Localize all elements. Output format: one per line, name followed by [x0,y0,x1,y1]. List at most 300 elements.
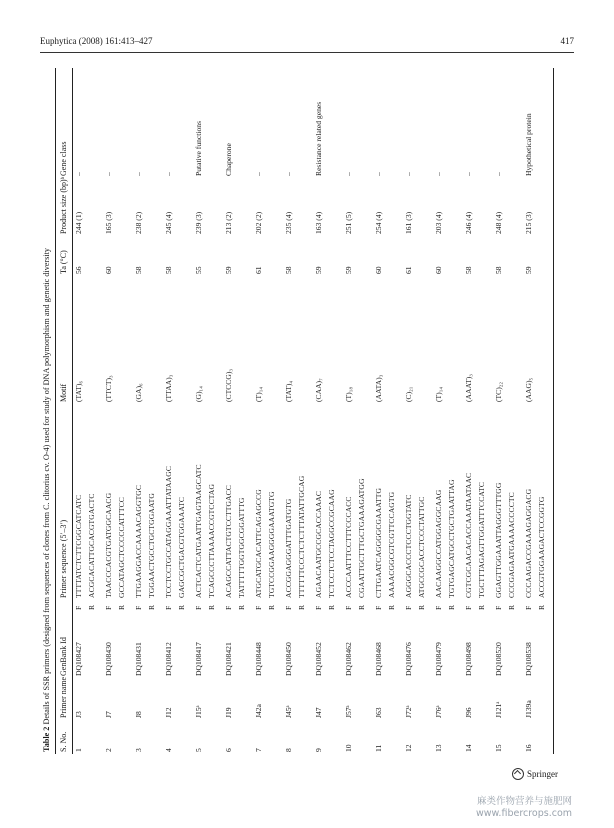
cell-primer-sequence-reverse: TCTCCTCTCCTAGGCCGCAAG [326,489,336,598]
cell-ta-value: 59 [524,266,533,274]
cell-motif-value: (AATA)₃ [374,374,383,402]
cell-genbank-id [493,610,523,676]
cell-motif [253,274,283,402]
cell-gene-class-value: – [284,172,293,176]
cell-direction [403,598,433,610]
table-row [343,66,373,756]
cell-ta [313,234,343,274]
cell-sno [343,718,373,756]
cell-primer-sequence-reverse: ACCGTGGAAGACTCCGGTG [536,496,546,598]
cell-product-size-value: 246 (4) [464,211,473,234]
cell-sno-value: 9 [314,748,323,752]
col-sno: S. No. [59,731,68,752]
table-row [493,66,523,756]
cell-gene-class-value: – [464,172,473,176]
cell-motif-value: (T)₁₄ [434,387,443,402]
cell-primer-sequence-reverse: CGAATTGCTTTGCTGAAAGATGG [356,478,366,598]
cell-product-size [313,176,343,234]
cell-gene-class [433,96,463,176]
cell-sno [493,718,523,756]
direction-reverse: R [206,604,216,610]
cell-sno-value: 6 [224,748,233,752]
cell-product-size-value: 202 (2) [254,211,263,234]
cell-genbank-id-value: DQ108476 [404,642,413,676]
cell-primer-sequence-reverse: GAGCGCTGACGTGGAAATC [176,496,186,598]
cell-product-size [163,176,193,234]
table-row [163,66,193,756]
cell-ta-value: 55 [194,266,203,274]
cell-primer-sequence [373,402,403,598]
cell-primer-sequence-forward: GGAGTTGGAAATTAGGGTTTGG [494,482,503,598]
cell-sno-value: 13 [434,744,443,752]
cell-primer-sequence [253,402,283,598]
cell-sno-value: 12 [404,744,413,752]
cell-motif-value: (T)₁₄ [254,387,263,402]
direction-reverse: R [236,604,246,610]
direction-forward: F [284,605,293,610]
cell-primer-sequence-forward: TCCTCCTGCCATAGGAAATTATAAGC [164,466,173,598]
cell-motif [313,274,343,402]
cell-gene-class-value: – [344,172,353,176]
cell-primer-sequence-forward: TAACCCACGTGATGGCAACG [104,492,113,598]
cell-primer-name-value: J72ᵃ [404,705,413,718]
cell-motif-value: (CTCCG)₃ [224,368,233,402]
cell-primer-name [433,676,463,718]
cell-motif [73,274,103,402]
cell-ta [463,234,493,274]
cell-genbank-id-value: DQ108430 [104,642,113,676]
cell-primer-name-value: J7 [104,711,113,718]
col-product-size: Product size (bp)ᵇ [59,176,68,234]
cell-ta [523,234,553,274]
cell-ta [193,234,223,274]
cell-genbank-id-value: DQ108479 [434,642,443,676]
cell-primer-name-value: J42a [254,704,263,718]
cell-motif [133,274,163,402]
cell-primer-sequence-forward: AGAACAATGCCGCACCAAAC [314,490,323,598]
cell-direction [253,598,283,610]
cell-genbank-id [523,610,553,676]
cell-primer-sequence-forward: ACTCACTCATGAATTGAGTAAGCATC [194,464,203,598]
col-primer-name: Primer name [59,676,68,718]
cell-ta [403,234,433,274]
cell-genbank-id [103,610,133,676]
cell-ta-value: 60 [374,266,383,274]
cell-motif-value: (C)₂₁ [404,386,413,402]
cell-primer-name-value: J15ᵃ [194,705,203,718]
cell-primer-sequence-reverse: TGTGAGCATGCCTGCTGAATTAG [446,479,456,598]
cell-motif-value: (TC)₂₂ [494,381,503,402]
cell-primer-name-value: J76ᵃ [434,705,443,718]
direction-reverse: R [536,604,546,610]
cell-primer-sequence [163,402,193,598]
cell-motif [373,274,403,402]
cell-ta-value: 58 [464,266,473,274]
cell-motif-value: (TTAA)₃ [164,374,173,402]
cell-sno-value: 16 [524,744,533,752]
cell-product-size-value: 248 (4) [494,211,503,234]
cell-primer-name-value: J121ᵃ [494,701,503,718]
cell-genbank-id [463,610,493,676]
cell-sno [433,718,463,756]
cell-primer-name [373,676,403,718]
cell-primer-sequence [283,402,313,598]
cell-genbank-id-value: DQ108421 [224,642,233,676]
cell-primer-name-value: J57ᵃ [344,705,353,718]
cell-motif [463,274,493,402]
cell-gene-class-value: – [374,172,383,176]
cell-product-size [343,176,373,234]
cell-product-size [223,176,253,234]
cell-primer-sequence-reverse: TTTTTTCCCTCTCTTTATATTGCAG [296,475,306,598]
cell-motif [223,274,253,402]
cell-primer-name [163,676,193,718]
cell-primer-sequence [73,402,103,598]
cell-product-size-value: 244 (1) [74,211,83,234]
cell-ta-value: 61 [404,266,413,274]
cell-genbank-id-value: DQ108538 [524,642,533,676]
rotated-table-area [40,66,580,756]
cell-ta [163,234,193,274]
cell-sno [283,718,313,756]
cell-primer-name [253,676,283,718]
cell-ta [493,234,523,274]
cell-ta [283,234,313,274]
header-rule [40,52,574,53]
cell-product-size [253,176,283,234]
direction-reverse: R [356,604,366,610]
cell-gene-class [463,96,493,176]
cell-primer-name [223,676,253,718]
cell-product-size-value: 203 (4) [434,211,443,234]
cell-product-size-value: 238 (2) [134,211,143,234]
col-fr [59,598,68,610]
cell-primer-sequence-reverse: TGGAACTGCCTGCTGGAATG [146,493,156,598]
cell-direction [313,598,343,610]
cell-primer-name-value: J96 [464,707,473,718]
cell-ta [343,234,373,274]
cell-sno [523,718,553,756]
cell-primer-sequence [433,402,463,598]
cell-primer-name-value: J19 [224,707,233,718]
cell-gene-class-value: Hypothetical protein [524,113,533,176]
cell-sno [313,718,343,756]
direction-forward: F [434,605,443,610]
direction-forward: F [404,605,413,610]
cell-gene-class-value: – [104,172,113,176]
cell-primer-sequence-forward: CCCAAGACCGAAAGAGGACG [524,488,533,598]
cell-gene-class-value: – [494,172,503,176]
cell-primer-name [493,676,523,718]
cell-primer-name-value: J8 [134,711,143,718]
cell-primer-name [73,676,103,718]
cell-primer-sequence-forward: TTGAAGGACCAAAACAGGTGC [134,484,143,598]
cell-ta-value: 61 [254,266,263,274]
cell-direction [193,598,223,610]
direction-forward: F [104,605,113,610]
cell-ta [223,234,253,274]
cell-motif-value: (AAAT)₃ [464,374,473,402]
cell-genbank-id-value: DQ108417 [194,642,203,676]
cell-primer-sequence-forward: AACAAGGCCATGGAGGCAAG [434,489,443,598]
cell-primer-sequence-reverse: TCAGCCCTTAAAACCGTCCTAG [206,483,216,598]
cell-genbank-id-value: DQ108448 [254,642,263,676]
direction-forward: F [224,605,233,610]
cell-gene-class-value: – [164,172,173,176]
table-caption [40,66,55,756]
cell-primer-sequence [103,402,133,598]
table-body [73,66,553,756]
cell-ta [73,234,103,274]
direction-forward: F [164,605,173,610]
cell-direction [463,598,493,610]
cell-gene-class [313,96,343,176]
cell-gene-class [373,96,403,176]
cell-primer-name [343,676,373,718]
direction-forward: F [464,605,473,610]
cell-ta-value: 59 [314,266,323,274]
cell-primer-sequence-forward: ACAGCCATTACTGTCCTTGACC [224,485,233,598]
cell-product-size [283,176,313,234]
cell-ta-value: 59 [224,266,233,274]
cell-gene-class [253,96,283,176]
direction-forward: F [134,605,143,610]
direction-reverse: R [386,604,396,610]
table-caption-text: Details of SSR primers (designed from sequences of clones from C. clitorius cv. O-4) used for study of DNA polymorphism and genetic diversity [42,248,51,725]
cell-primer-sequence [523,402,553,598]
cell-ta-value: 60 [104,266,113,274]
cell-sno-value: 1 [74,748,83,752]
cell-sno [193,718,223,756]
direction-forward: F [344,605,353,610]
cell-primer-sequence [493,402,523,598]
cell-product-size [433,176,463,234]
cell-gene-class [283,96,313,176]
cell-genbank-id-value: DQ108450 [284,642,293,676]
table-row [523,66,553,756]
cell-motif [433,274,463,402]
cell-gene-class [163,96,193,176]
cell-primer-sequence-forward: CGTCGCAACACACCAAATAATAAC [464,472,473,598]
cell-direction [223,598,253,610]
cell-motif [493,274,523,402]
direction-reverse: R [146,604,156,610]
table-row [373,66,403,756]
cell-genbank-id-value: DQ108452 [314,642,323,676]
cell-primer-sequence-reverse: ATGCCGCACCTCCCTATTGC [416,496,426,598]
cell-gene-class-value: – [404,172,413,176]
publisher-name: Springer [527,769,558,779]
watermark [476,796,572,820]
direction-reverse: R [416,604,426,610]
journal-citation: Euphytica (2008) 161:413–427 [40,36,153,46]
cell-primer-sequence [313,402,343,598]
cell-genbank-id-value: DQ108520 [494,642,503,676]
cell-primer-name [133,676,163,718]
cell-product-size [403,176,433,234]
cell-product-size-value: 163 (4) [314,211,323,234]
table-bottom-rule [553,68,554,754]
cell-sno [253,718,283,756]
direction-reverse: R [296,604,306,610]
cell-product-size [373,176,403,234]
cell-primer-sequence-reverse: TATTTTTGGTGGCGGATTTG [236,497,246,598]
cell-sno [223,718,253,756]
cell-primer-name [523,676,553,718]
cell-genbank-id-value: DQ108498 [464,642,473,676]
cell-sno-value: 10 [344,744,353,752]
cell-product-size-value: 251 (5) [344,211,353,234]
page-number: 417 [560,36,574,46]
table-row [463,66,493,756]
cell-primer-sequence-forward: ATGCATGCACATTCAGAGCCG [254,489,263,598]
cell-genbank-id [433,610,463,676]
cell-motif-value: (TAT)₄ [284,380,293,402]
cell-motif-value: (G)₁₄ [194,386,203,402]
table-row [433,66,463,756]
cell-primer-sequence-forward: TTTTATCTCTTCGGCATCATC [74,494,83,598]
cell-ta [373,234,403,274]
cell-motif-value: (TTCT)₃ [104,375,113,402]
cell-ta-value: 60 [434,266,443,274]
cell-product-size-value: 213 (2) [224,211,233,234]
cell-product-size-value: 254 (4) [374,211,383,234]
running-head [40,36,574,46]
cell-sno-value: 15 [494,744,503,752]
cell-primer-sequence [343,402,373,598]
table-row [283,66,313,756]
cell-product-size-value: 215 (3) [524,211,533,234]
cell-product-size [193,176,223,234]
cell-sno-value: 4 [164,748,173,752]
cell-motif-value: (T)₁₈ [344,387,353,402]
col-primer-sequence: Primer sequence (5′–3′) [59,519,68,598]
watermark-line-2: www.fibercrops.com [476,808,573,819]
publisher-mark [512,768,558,780]
cell-product-size [493,176,523,234]
direction-reverse: R [176,604,186,610]
cell-sno-value: 5 [194,748,203,752]
cell-sno [163,718,193,756]
cell-gene-class-value: – [134,172,143,176]
cell-genbank-id [223,610,253,676]
col-motif: Motif [59,383,68,402]
cell-primer-name-value: J45ᵃ [284,705,293,718]
cell-ta-value: 58 [164,266,173,274]
cell-gene-class [73,96,103,176]
cell-gene-class-value: Resistance related genes [314,101,323,176]
direction-reverse: R [446,604,456,610]
col-genbank-id: GenBank Id [59,637,68,676]
table-landscape [40,66,580,756]
cell-genbank-id [133,610,163,676]
cell-primer-sequence [133,402,163,598]
cell-primer-sequence-forward: ACCCAATTTCCTTTCCCACC [344,496,353,598]
direction-reverse: R [116,604,126,610]
cell-product-size-value: 165 (3) [104,211,113,234]
cell-product-size [103,176,133,234]
cell-sno-value: 11 [374,744,383,752]
cell-primer-sequence-forward: AGGGCACCCTCCCTGGTATC [404,494,413,598]
cell-primer-sequence-reverse: TGCTTTAGAGTTGGATTTCCATC [476,481,486,598]
cell-primer-sequence [193,402,223,598]
cell-genbank-id-value: DQ108431 [134,642,143,676]
direction-forward: F [74,605,83,610]
cell-motif [103,274,133,402]
cell-motif [403,274,433,402]
cell-ta-value: 56 [74,266,83,274]
cell-genbank-id-value: DQ108412 [164,642,173,676]
cell-direction [523,598,553,610]
cell-gene-class [133,96,163,176]
cell-sno-value: 2 [104,748,113,752]
cell-sno-value: 7 [254,748,263,752]
cell-primer-sequence-reverse: ACGCACATTGCACGTGACTC [86,493,96,598]
cell-gene-class-value: – [74,172,83,176]
direction-reverse: R [506,604,516,610]
cell-motif [343,274,373,402]
cell-genbank-id [313,610,343,676]
table-row [73,66,103,756]
cell-sno-value: 3 [134,748,143,752]
direction-forward: F [374,605,383,610]
cell-gene-class-value: Putative functions [194,120,203,176]
cell-ta-value: 58 [284,266,293,274]
direction-forward: F [194,605,203,610]
cell-genbank-id-value: DQ108427 [74,642,83,676]
direction-reverse: R [476,604,486,610]
cell-primer-sequence-forward: CTTGAATCAGGGGCGAAATTG [374,487,383,598]
cell-motif [283,274,313,402]
cell-primer-name-value: J139a [524,700,533,718]
direction-forward: F [254,605,263,610]
cell-sno [403,718,433,756]
cell-sno-value: 8 [284,748,293,752]
direction-reverse: R [266,604,276,610]
cell-direction [133,598,163,610]
direction-forward: F [314,605,323,610]
col-ta: Ta (°C) [59,250,68,274]
cell-primer-name-value: J12 [164,707,173,718]
cell-genbank-id [253,610,283,676]
table-header [56,66,72,756]
cell-gene-class [493,96,523,176]
cell-motif-value: (GA)₆ [134,383,143,402]
cell-sno [463,718,493,756]
cell-gene-class-value: Chaperone [224,143,233,176]
cell-product-size-value: 161 (3) [404,211,413,234]
cell-direction [73,598,103,610]
cell-product-size [133,176,163,234]
cell-ta-value: 58 [134,266,143,274]
cell-motif [193,274,223,402]
cell-primer-name [313,676,343,718]
cell-gene-class [223,96,253,176]
cell-direction [493,598,523,610]
cell-ta [433,234,463,274]
table-row [313,66,343,756]
cell-direction [103,598,133,610]
cell-primer-name-value: J63 [374,707,383,718]
direction-forward: F [524,605,533,610]
cell-genbank-id [163,610,193,676]
cell-primer-sequence-forward: ACCGGAGGGATTTGATGTG [284,498,293,598]
cell-genbank-id [283,610,313,676]
cell-gene-class [193,96,223,176]
cell-primer-sequence [463,402,493,598]
cell-genbank-id [343,610,373,676]
cell-ta [133,234,163,274]
